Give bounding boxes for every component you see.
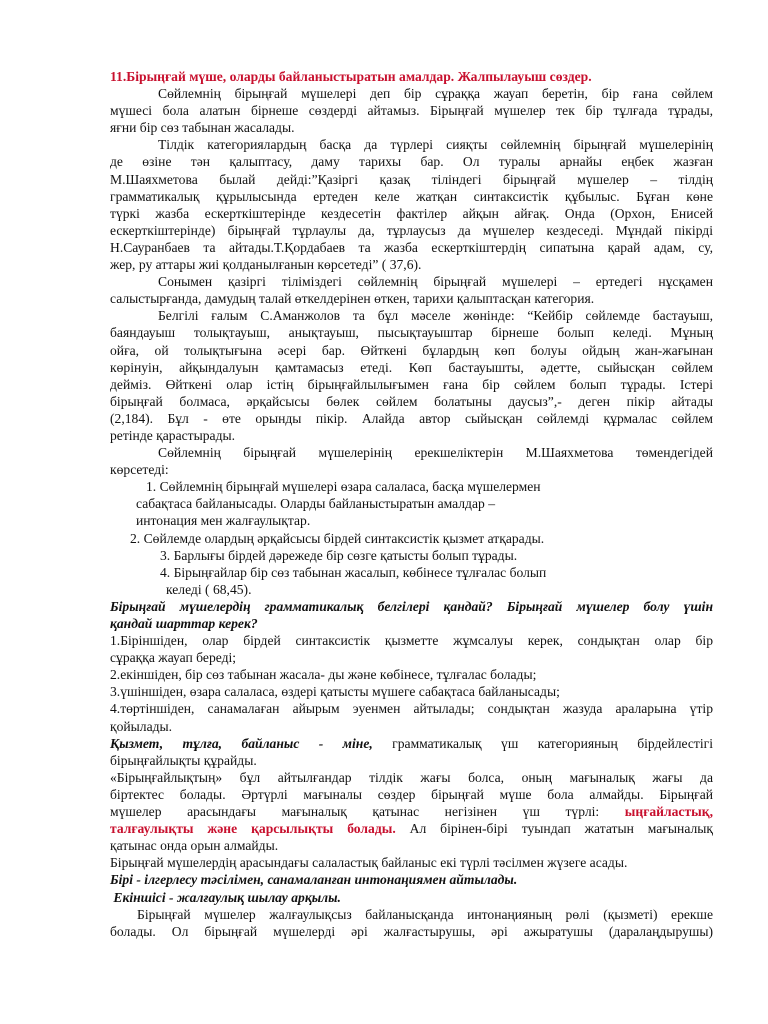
text-line: мүшесі бола алатын бірнеше сөздерді айтамыз. Бірыңғай мүшелер тек бір тұлғада тұрады, <box>110 103 713 119</box>
text-line: Н.Сауранбаев та айтады.Т.Қордабаев та жазба ескерткіштердің сипатына қарай адам, су, <box>110 239 713 255</box>
text-line: болады. Ол бірыңғай мүшелерді әрі жалғастырушы, әрі ажыратушы (даралаңдырушы) <box>110 923 713 939</box>
list-item-continuation: қойылады. <box>110 718 173 734</box>
text-line: баяндауыш толықтауыш, анықтауыш, пысықтауыштар бірнеше болып келеді. Мұның <box>110 325 713 341</box>
list-item: 2. Сөйлемде олардың әрқайсысы бірдей синтаксистік қызмет атқарады. <box>130 530 545 546</box>
text-line: жер, ру аттары жиі қолданылғанын көрсетеді” ( 37,6). <box>110 257 422 273</box>
list-item-continuation: сұраққа жауап береді; <box>110 650 237 666</box>
text-line: біртектес болады. Әртүрлі мағыналы сөздер бірыңғай мүше бола алмайды. Бірыңғай <box>110 786 713 802</box>
list-item: 2.екіншіден, бір сөз табынан жасала- ды және көбінесе, тұлғалас болады; <box>110 667 537 683</box>
text-line: (2,184). Бұл - өте орынды пікір. Алайда автор сыйысқан сөйлемді құрмалас сөйлем <box>110 410 713 426</box>
list-item: 3.үшіншіден, өзара салаласа, өздері қатысты мүшеге сабақтаса байланысады; <box>110 684 560 700</box>
paragraph-11 <box>110 906 713 940</box>
list-item: 1. Сөйлемнің бірыңғай мүшелері өзара салаласа, басқа мүшелермен <box>146 479 541 495</box>
text-line: бірыңғай болмаса, әрқайсысы бөлек сөйлем болатыны даусыз”,- деген пікір айтады <box>110 393 713 409</box>
text-line: грамматикалық құрылысында ертеден келе жатқан синтаксистік құбылыс. Бұған көне <box>110 188 713 204</box>
paragraph-4 <box>110 307 713 444</box>
text-line: қандай шарттар керек? <box>110 616 258 631</box>
text-line: Сонымен қазіргі тіліміздегі сөйлемнің бірыңғай мүшелері – ертедегі нұсқамен <box>158 274 713 290</box>
text-span: мүшелер арасындағы мағыналық қатынас негізінен үш түрлі: <box>110 804 625 820</box>
text-line: Тілдік категориялардың басқа да түрлері сияқты сөйлемнің бірыңғай мүшелерінің <box>158 137 713 153</box>
paragraph-5 <box>110 444 713 478</box>
paragraph-3 <box>110 273 713 307</box>
text-line: көрінуін, айқындалуын қамтамасыз етеді. Көп бастауышты, әдетте, сыйысқан сөйлем <box>110 359 713 375</box>
highlight-text: талғаулықты және қарсылықты болады. <box>110 821 396 837</box>
text-line: бірыңғайлықты құрайды. <box>110 752 257 768</box>
text-line: Бірыңғай мүшелердің арасындағы салаластық байланыс екі түрлі тәсілмен жүзеге асады. <box>110 855 628 871</box>
text-line <box>110 820 713 837</box>
text-span: Ал бірінен-бірі туындап жататын мағыналық <box>395 821 713 837</box>
text-line: «Бірыңғайлықтың» бұл айтылғандар тілдік жағы болса, оның мағыналық жағы да <box>110 769 713 785</box>
list-item-continuation: сабақтаса байланысады. Оларды байланыстыратын амалдар – <box>136 496 495 512</box>
emphasis-line: Бірі - ілгерлесу тәсілімен, санамаланған интонаңиямен айтылады. <box>110 872 518 888</box>
text-line: Бірыңғай мүшелер жалғаулықсыз байланысқанда интонаңияның рөлі (қызметі) ерекше <box>110 906 714 922</box>
text-line: көрсетеді: <box>110 462 169 478</box>
document-page <box>110 68 713 940</box>
emphasis-text: Қызмет, тұлға, байланыс - міне, <box>110 735 373 751</box>
list-item: 1.Біріншіден, олар бірдей синтаксистік қызметте жұмсалуы керек, сондықтан олар бір <box>110 633 713 649</box>
text-line: дейміз. Өйткені олар істің бірыңғайлылығымен ғана бір сөйлем болып тұрады. Істері <box>110 376 713 392</box>
text-line <box>110 803 713 820</box>
text-line: түркі жазба ескерткіштерінде кездесетін фактілер айқын айғақ. Онда (Орхон, Енисей <box>110 205 713 221</box>
emphasis-line: Екіншісі - жалғаулық шылау арқылы. <box>110 889 341 905</box>
text-line: ретінде қарастырады. <box>110 427 236 443</box>
paragraph-7 <box>110 769 713 854</box>
highlight-text: ыңғайластық, <box>624 804 713 820</box>
text-line: Сөйлемнің бірыңғай мүшелері деп бір сұраққа жауап беретін, бір ғана сөйлем <box>158 86 713 102</box>
text-line: М.Шаяхметова былай дейді:”Қазіргі қазақ тіліндегі бірыңғай мүшелер – тілдің <box>110 171 713 187</box>
section-title: 11.Бірыңғай мүше, оларды байланыстыратын амалдар. Жалпылауыш сөздер. <box>110 69 592 84</box>
list-item: 4.төртіншіден, санамалаған айырым эуенмен айтылады; сондықтан жазуда араларына үтір <box>110 701 713 717</box>
text-line: Белгілі ғалым С.Аманжолов та бұл мәселе жөнінде: “Кейбір сөйлемде бастауыш, <box>158 308 713 324</box>
text-line: ескерткіштерінде) бірыңғай тұрлаулы да, тұрлаусыз да мүшелер кездеседі. Мұндай пікірді <box>110 222 713 238</box>
text-line: салыстырғанда, дамудың талай өткелдерінен өткен, тарихи қалыптасқан категория. <box>110 291 595 307</box>
text-line: Сөйлемнің бірыңғай мүшелерінің ерекшеліктерін М.Шаяхметова төмендегідей <box>158 445 713 461</box>
text-line <box>110 735 713 752</box>
features-list <box>110 478 713 598</box>
text-line: яғни бір сөз табынан жасалады. <box>110 120 295 136</box>
text-span: грамматикалық үш категорияның бірдейлестігі <box>372 735 713 751</box>
answers-list <box>110 632 713 735</box>
text-line: де өзіне тән қалыптасу, даму тарихы бар. Ол туралы арнайы еңбек жазған <box>110 154 713 170</box>
paragraph-2 <box>110 136 713 273</box>
paragraph-1 <box>110 85 713 136</box>
question-heading <box>110 598 713 632</box>
text-line: қатынас онда орын алмайды. <box>110 838 279 854</box>
text-line: ойға, ой толықтығына әсері бар. Өйткені бұлардың көп болуы ойдың жан-жағынан <box>110 342 713 358</box>
list-item-continuation: келеді ( 68,45). <box>166 581 252 597</box>
list-item: 3. Барлығы бірдей дәрежеде бір сөзге қатысты болып тұрады. <box>160 547 518 563</box>
text-line: Бірыңғай мүшелердің грамматикалық белгілері қандай? Бірыңғай мүшелер болу үшін <box>110 598 713 614</box>
list-item-continuation: интонация мен жалғаулықтар. <box>136 513 311 529</box>
list-item: 4. Бірыңғайлар бір сөз табынан жасалып, көбінесе тұлғалас болып <box>160 564 547 580</box>
paragraph-6 <box>110 735 713 769</box>
